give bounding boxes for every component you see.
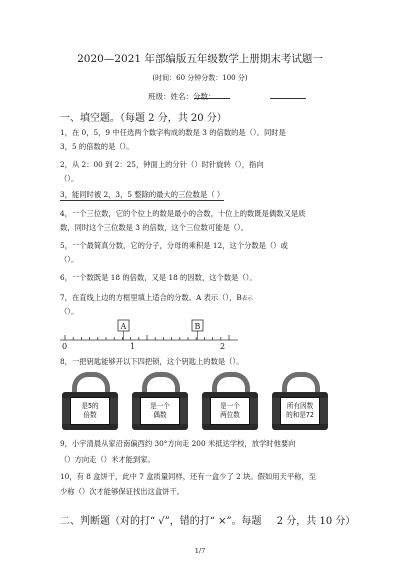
lock-label-line-1: 是一个 xyxy=(220,402,240,410)
lock-label-line-2: 的和是72 xyxy=(286,411,314,419)
lock-1 xyxy=(62,372,118,430)
question-6: 6，一个数既是 18 的倍数，又是 18 的因数，这个数是（）。 xyxy=(60,273,257,282)
question-2-line-2: （）。 xyxy=(60,174,79,183)
lock-2 xyxy=(132,372,188,430)
class-blank-line xyxy=(194,98,230,99)
question-10-line-2: 少称（）次才能够保证找出这盒饼干。 xyxy=(60,487,185,496)
number-line xyxy=(56,318,242,350)
section-two-title-part-2: 2 分，共 10 分） xyxy=(276,516,356,527)
number-line-ticks xyxy=(65,335,229,340)
question-5-line-2: （）。 xyxy=(60,255,79,264)
lock-label xyxy=(210,397,250,425)
page-number: 1/7 xyxy=(194,547,206,555)
lock-label xyxy=(140,397,180,425)
question-3: 3，能同时被 2，3，5 整除的最大的三位数是（ ） xyxy=(60,190,225,199)
question-7-text: 7，在直线上边的方框里填上适合的分数。A 表示（），B xyxy=(60,293,242,302)
question-7-line-2: （）。 xyxy=(60,307,79,316)
lock-label xyxy=(70,397,110,425)
section-two-title-part-1: 二、判断题（对的打“ √”，错的打“ ×”。每题 xyxy=(60,516,262,527)
question-2-line-1: 2，从 2：00 到 2：25，钟面上的分针（）时针旋转（），指向 xyxy=(60,160,264,169)
page-title: 2020—2021 年部编版五年级数学上册期末考试题一 xyxy=(77,53,323,65)
score-blank-line xyxy=(270,98,306,99)
lock-label-line-2: 两位数 xyxy=(220,411,240,419)
lock-label-line-1: 所有因数 xyxy=(286,402,314,410)
lock-label-line-1: 是一个 xyxy=(150,402,170,410)
lock-4 xyxy=(272,372,328,430)
question-8: 8，一把钥匙能够开以下四把锁，这个钥匙上的数是（）。 xyxy=(60,357,244,366)
question-1-line-1: 1，在 0，5，9 中任选两个数字构成的数是 3 的倍数的是（）。同时是 xyxy=(60,128,286,137)
student-info-label: 班级：姓名：分数： xyxy=(148,92,216,101)
lock-label-line-1: 是5的 xyxy=(81,402,99,410)
section-two-title xyxy=(60,512,355,527)
box-a-label: A xyxy=(120,322,127,331)
section-one-title: 一、填空题。（每题 2 分，共 20 分） xyxy=(60,113,227,124)
lock-label-line-2: 倍数 xyxy=(83,411,97,419)
question-9-line-1: 9，小宇清晨从家沿南偏西约 30°方向走 200 米抵达学校，放学时他要向 xyxy=(60,439,296,448)
lock-3 xyxy=(202,372,258,430)
question-10-line-1: 10，有 8 盒饼干，此中 7 盒质量同样，还有一盒少了 2 块。假如用天平称，至 xyxy=(60,472,317,481)
question-9-line-2: （）方向走（）米才能到家。 xyxy=(60,455,155,464)
box-b-label: B xyxy=(194,322,201,331)
exam-time-score: (时间：60 分钟分数：100 分) xyxy=(152,74,248,82)
question-7-small-text: 表示 xyxy=(241,296,253,302)
lock-label-line-2: 偶数 xyxy=(153,411,167,419)
question-7-line-1 xyxy=(60,293,253,303)
question-1-line-2: 3，5 的倍数的是（）。 xyxy=(60,142,134,151)
lock-label xyxy=(280,397,320,425)
question-4-line-1: 4，一个三位数，它的个位上的数是最小的合数，十位上的数既是偶数又是质 xyxy=(60,209,306,218)
question-5-line-1: 5，一个最简真分数，它的分子，分母的乘积是 12，这个分数是（）或 xyxy=(60,241,288,250)
tick-label-2: 2 xyxy=(220,342,226,350)
question-4-line-2: 数，同时这个三位数是 3 的倍数，这个三位数可能是（）。 xyxy=(60,223,249,232)
tick-label-1: 1 xyxy=(130,342,136,350)
tick-label-0: 0 xyxy=(62,342,68,350)
